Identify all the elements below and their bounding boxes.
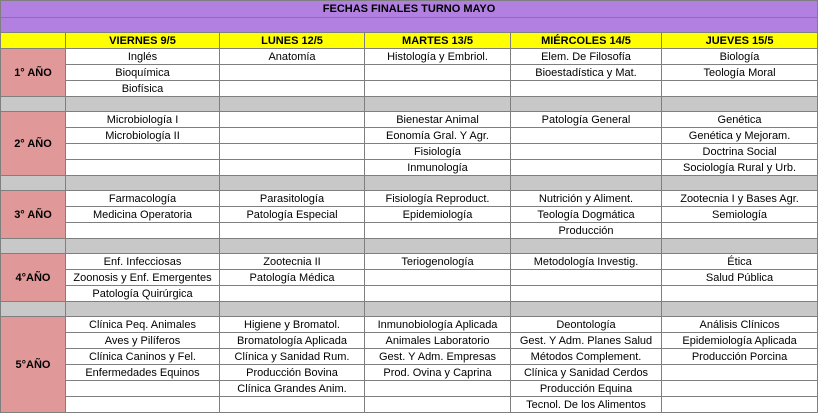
exam-cell <box>220 397 365 413</box>
table-row <box>1 49 818 65</box>
exam-cell <box>662 365 818 381</box>
separator-cell <box>365 176 511 191</box>
table-row <box>1 333 818 349</box>
exam-cell: Genética <box>662 112 818 128</box>
separator-cell <box>1 302 66 317</box>
separator-row <box>1 239 818 254</box>
exam-cell: Fisiología Reproduct. <box>365 191 511 207</box>
exam-cell: Producción Equina <box>511 381 662 397</box>
exam-cell: Biología <box>662 49 818 65</box>
table-row <box>1 317 818 333</box>
exam-cell <box>66 144 220 160</box>
exam-cell: Clínica Peq. Animales <box>66 317 220 333</box>
exam-cell: Higiene y Bromatol. <box>220 317 365 333</box>
day-header: VIERNES 9/5 <box>66 33 220 49</box>
day-header-row <box>1 33 818 49</box>
exam-cell <box>365 397 511 413</box>
separator-cell <box>511 239 662 254</box>
table-row <box>1 144 818 160</box>
exam-cell <box>511 286 662 302</box>
exam-cell <box>662 397 818 413</box>
separator-cell <box>220 176 365 191</box>
exam-cell: Ética <box>662 254 818 270</box>
exam-cell: Enf. Infecciosas <box>66 254 220 270</box>
exam-cell: Epidemiología <box>365 207 511 223</box>
header-corner <box>1 33 66 49</box>
exam-cell: Nutrición y Aliment. <box>511 191 662 207</box>
day-header: MARTES 13/5 <box>365 33 511 49</box>
exam-cell <box>662 381 818 397</box>
exam-cell <box>511 81 662 97</box>
exam-cell: Microbiología II <box>66 128 220 144</box>
exam-cell <box>365 81 511 97</box>
exam-cell: Zootecnia I y Bases Agr. <box>662 191 818 207</box>
exam-cell <box>66 397 220 413</box>
table-row <box>1 191 818 207</box>
exam-cell: Clínica y Sanidad Rum. <box>220 349 365 365</box>
exam-cell <box>662 286 818 302</box>
exam-cell: Metodología Investig. <box>511 254 662 270</box>
exam-cell: Enfermedades Equinos <box>66 365 220 381</box>
exam-cell: Prod. Ovina y Caprina <box>365 365 511 381</box>
table-row <box>1 286 818 302</box>
title-spacer-row <box>1 18 818 33</box>
separator-cell <box>365 302 511 317</box>
exam-cell: Sociología Rural y Urb. <box>662 160 818 176</box>
exam-cell: Microbiología I <box>66 112 220 128</box>
table-row <box>1 207 818 223</box>
exam-cell: Semiología <box>662 207 818 223</box>
exam-cell: Elem. De Filosofía <box>511 49 662 65</box>
exam-cell: Tecnol. De los Alimentos <box>511 397 662 413</box>
table-row <box>1 81 818 97</box>
separator-cell <box>220 97 365 112</box>
exam-cell <box>365 270 511 286</box>
separator-cell <box>662 97 818 112</box>
exam-cell <box>220 112 365 128</box>
separator-cell <box>66 302 220 317</box>
exam-cell <box>220 65 365 81</box>
exam-cell: Patología Médica <box>220 270 365 286</box>
exam-cell: Clínica Grandes Anim. <box>220 381 365 397</box>
exam-cell: Inmunobiología Aplicada <box>365 317 511 333</box>
year-label: 4°AÑO <box>1 254 66 302</box>
separator-cell <box>662 302 818 317</box>
title-row <box>1 1 818 18</box>
separator-cell <box>66 97 220 112</box>
table-row <box>1 112 818 128</box>
exam-cell <box>511 144 662 160</box>
exam-cell: Deontología <box>511 317 662 333</box>
table-row <box>1 397 818 413</box>
exam-cell: Parasitología <box>220 191 365 207</box>
year-label: 3° AÑO <box>1 191 66 239</box>
separator-cell <box>662 239 818 254</box>
separator-cell <box>365 97 511 112</box>
exam-cell <box>511 270 662 286</box>
exam-cell <box>220 160 365 176</box>
exam-cell: Teología Moral <box>662 65 818 81</box>
exam-cell: Producción <box>511 223 662 239</box>
schedule-title: FECHAS FINALES TURNO MAYO <box>1 1 818 18</box>
table-row <box>1 65 818 81</box>
separator-cell <box>511 302 662 317</box>
exam-cell: Análisis Clínicos <box>662 317 818 333</box>
separator-row <box>1 302 818 317</box>
exam-cell <box>365 286 511 302</box>
exam-cell: Patología General <box>511 112 662 128</box>
day-header: LUNES 12/5 <box>220 33 365 49</box>
exam-cell: Aves y Pilíferos <box>66 333 220 349</box>
separator-cell <box>662 176 818 191</box>
separator-cell <box>511 176 662 191</box>
table-row <box>1 128 818 144</box>
separator-cell <box>1 239 66 254</box>
exam-cell: Bioestadística y Mat. <box>511 65 662 81</box>
exam-cell <box>220 286 365 302</box>
exam-cell <box>220 144 365 160</box>
exam-cell <box>365 223 511 239</box>
separator-row <box>1 97 818 112</box>
exam-cell: Inglés <box>66 49 220 65</box>
day-header: MIÉRCOLES 14/5 <box>511 33 662 49</box>
exam-cell: Clínica y Sanidad Cerdos <box>511 365 662 381</box>
table-row <box>1 270 818 286</box>
exam-cell: Animales Laboratorio <box>365 333 511 349</box>
exam-cell: Clínica Caninos y Fel. <box>66 349 220 365</box>
exam-cell: Producción Porcina <box>662 349 818 365</box>
exam-cell: Bienestar Animal <box>365 112 511 128</box>
exam-cell: Farmacología <box>66 191 220 207</box>
exam-cell <box>220 223 365 239</box>
separator-cell <box>220 302 365 317</box>
separator-cell <box>1 97 66 112</box>
exam-cell: Epidemiología Aplicada <box>662 333 818 349</box>
exam-cell <box>365 381 511 397</box>
exam-cell: Doctrina Social <box>662 144 818 160</box>
exam-cell: Salud Pública <box>662 270 818 286</box>
separator-row <box>1 176 818 191</box>
exam-cell <box>66 381 220 397</box>
exam-cell: Medicina Operatoria <box>66 207 220 223</box>
exam-cell <box>662 223 818 239</box>
year-label: 1° AÑO <box>1 49 66 97</box>
exam-cell: Inmunología <box>365 160 511 176</box>
separator-cell <box>220 239 365 254</box>
exam-cell: Anatomía <box>220 49 365 65</box>
separator-cell <box>66 176 220 191</box>
year-label: 5°AÑO <box>1 317 66 413</box>
exam-cell: Bioquímica <box>66 65 220 81</box>
exam-cell: Gest. Y Adm. Planes Salud <box>511 333 662 349</box>
exam-cell <box>511 128 662 144</box>
table-row <box>1 254 818 270</box>
exam-cell <box>365 65 511 81</box>
exam-cell: Métodos Complement. <box>511 349 662 365</box>
exam-cell: Fisiología <box>365 144 511 160</box>
separator-cell <box>365 239 511 254</box>
table-row <box>1 223 818 239</box>
exam-cell <box>511 160 662 176</box>
table-row <box>1 381 818 397</box>
exam-cell <box>66 160 220 176</box>
title-spacer <box>1 18 818 33</box>
exam-cell: Producción Bovina <box>220 365 365 381</box>
exam-cell: Bromatología Aplicada <box>220 333 365 349</box>
exam-cell: Patología Quirúrgica <box>66 286 220 302</box>
table-row <box>1 160 818 176</box>
exam-cell: Gest. Y Adm. Empresas <box>365 349 511 365</box>
separator-cell <box>66 239 220 254</box>
exam-cell: Histología y Embriol. <box>365 49 511 65</box>
exam-cell: Patología Especial <box>220 207 365 223</box>
table-row <box>1 349 818 365</box>
exam-cell: Zootecnia II <box>220 254 365 270</box>
exam-cell: Biofísica <box>66 81 220 97</box>
exam-cell: Teología Dogmática <box>511 207 662 223</box>
exam-cell <box>220 128 365 144</box>
table-row <box>1 365 818 381</box>
exam-cell: Eonomía Gral. Y Agr. <box>365 128 511 144</box>
year-label: 2° AÑO <box>1 112 66 176</box>
separator-cell <box>1 176 66 191</box>
exam-cell: Genética y Mejoram. <box>662 128 818 144</box>
exam-cell: Teriogenología <box>365 254 511 270</box>
exam-cell <box>220 81 365 97</box>
exam-cell <box>662 81 818 97</box>
exam-cell: Zoonosis y Enf. Emergentes <box>66 270 220 286</box>
separator-cell <box>511 97 662 112</box>
day-header: JUEVES 15/5 <box>662 33 818 49</box>
exam-cell <box>66 223 220 239</box>
